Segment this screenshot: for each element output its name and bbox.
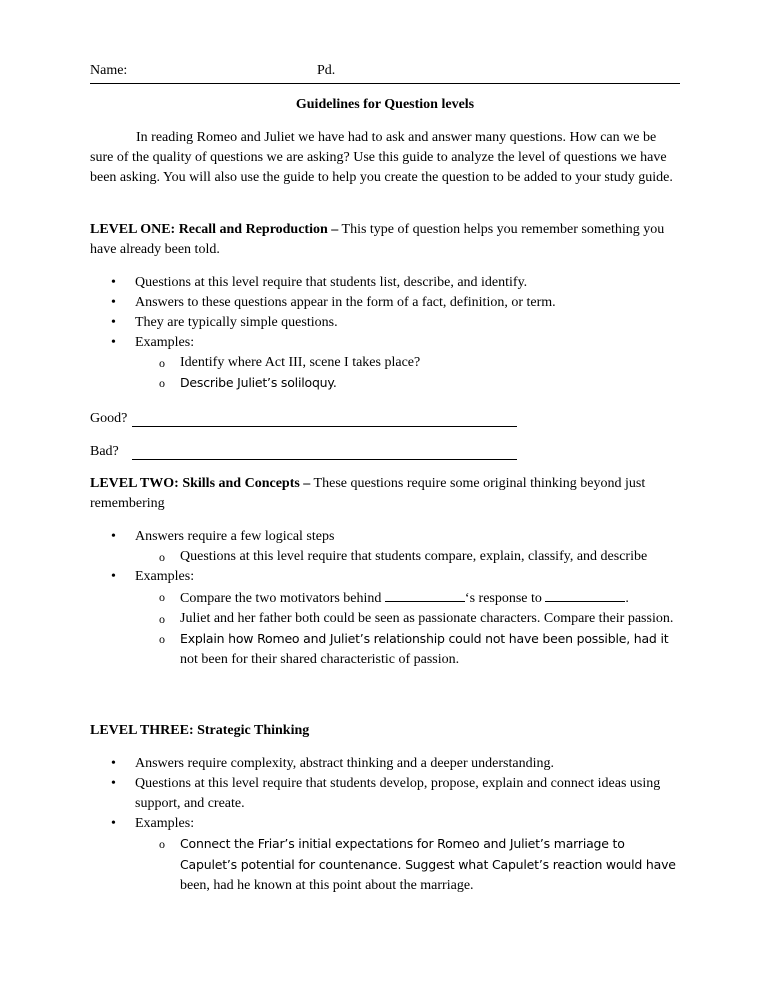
sub-bullet-icon: o (159, 590, 165, 604)
list-item: • Answers to these questions appear in the form of a fact, definition, or term. (90, 293, 682, 313)
bullet-icon: • (111, 335, 116, 350)
bad-answer-line[interactable] (132, 459, 517, 460)
header-row (90, 61, 680, 84)
period-label: Pd. (317, 63, 336, 78)
bad-label: Bad? (90, 444, 119, 459)
good-label: Good? (90, 411, 128, 426)
list-item: • Answers require a few logical steps (90, 527, 682, 547)
name-label: Name: (90, 63, 128, 78)
level-one-heading-paragraph (90, 220, 682, 260)
level-three-heading-paragraph (90, 721, 682, 741)
level-two-heading: LEVEL TWO: Skills and Concepts – (90, 476, 311, 491)
bullet-icon: • (111, 529, 116, 544)
good-answer-line[interactable] (132, 426, 517, 427)
sub-bullet-icon: o (159, 632, 165, 646)
bad-answer-field[interactable] (90, 442, 530, 462)
list-item: • Examples: (90, 814, 682, 834)
fill-in-blank[interactable] (385, 587, 465, 602)
sub-bullet-icon: o (159, 837, 165, 851)
sub-bullet-icon: o (159, 356, 165, 370)
sub-bullet-icon: o (159, 550, 165, 564)
list-item: • Examples: (90, 567, 682, 587)
fill-in-blank[interactable] (545, 587, 625, 602)
sub-list-item: o Juliet and her father both could be seen as passionate characters. Compare their passion. (90, 609, 682, 629)
sub-list-item: o Identify where Act III, scene I takes place? (90, 353, 682, 373)
list-item: • Answers require complexity, abstract thinking and a deeper understanding. (90, 754, 682, 774)
list-item: • They are typically simple questions. (90, 313, 682, 333)
level-two-heading-paragraph (90, 474, 682, 514)
bullet-icon: • (111, 816, 116, 831)
bullet-icon: • (111, 295, 116, 310)
bullet-icon: • (111, 275, 116, 290)
sub-list-item: o Explain how Romeo and Juliet’s relationship could not have been possible, had it not been for their shared characteristic of passion. (159, 631, 669, 667)
intro-paragraph: In reading Romeo and Juliet we have had to ask and answer many questions. How can we be sure of the quality of questions we are asking? Use this guide to analyze the level of questions we have been asking. You will also use the guide to help you create the question to be added to your study guide. (90, 130, 673, 185)
level-one-heading: LEVEL ONE: Recall and Reproduction – (90, 222, 339, 237)
good-answer-field[interactable] (90, 409, 530, 429)
list-item: • Questions at this level require that students list, describe, and identify. (90, 273, 682, 293)
list-item: • Examples: (90, 333, 682, 353)
sub-list-item: o Questions at this level require that students compare, explain, classify, and describe (90, 547, 682, 567)
bullet-icon: • (111, 569, 116, 584)
sub-list-item: o Compare the two motivators behind ‘s response to . (90, 587, 682, 609)
sub-bullet-icon: o (159, 612, 165, 626)
bullet-icon: • (111, 315, 116, 330)
page-title: Guidelines for Question levels (295, 97, 475, 112)
sub-bullet-icon: o (159, 376, 165, 390)
level-two-description: These questions require some original thinking beyond just remembering (90, 476, 646, 511)
level-two-list (90, 527, 682, 670)
bullet-icon: • (111, 776, 116, 791)
sub-list-item: o Describe Juliet’s soliloquy. (90, 373, 682, 394)
list-item: • Questions at this level require that students develop, propose, explain and connect ideas using support, and create. (111, 776, 661, 811)
bullet-icon: • (111, 756, 116, 771)
level-three-list (90, 754, 682, 896)
level-one-description: This type of question helps you remember something you have already been told. (90, 222, 665, 257)
sub-list-item: o Connect the Friar’s initial expectations for Romeo and Juliet’s marriage to Capulet’s potential for countenance. Suggest what Capulet’s reaction would have been, had he known at this point about the marriage. (159, 836, 676, 893)
level-three-heading: LEVEL THREE: Strategic Thinking (90, 723, 310, 738)
level-one-list (90, 273, 682, 394)
